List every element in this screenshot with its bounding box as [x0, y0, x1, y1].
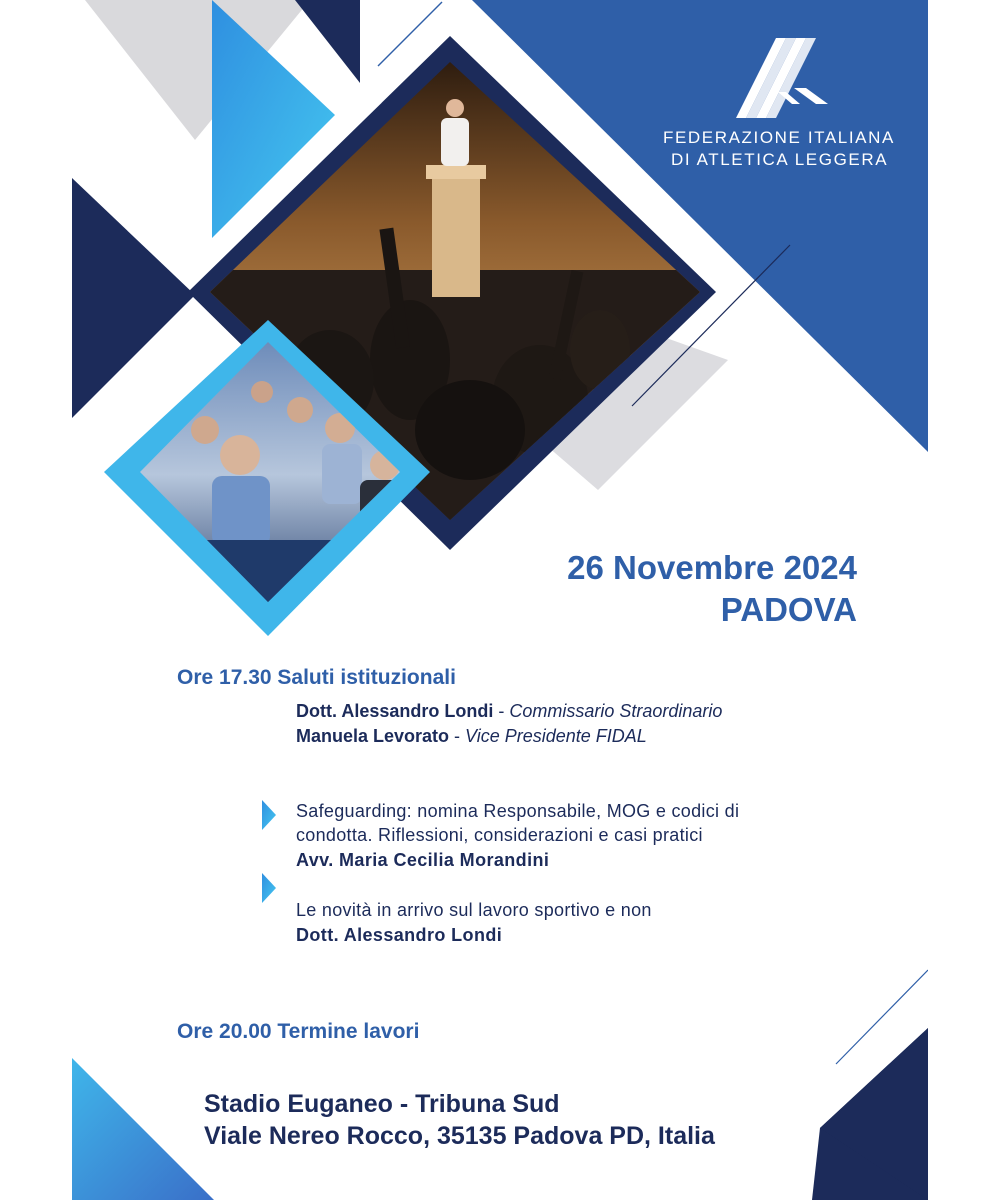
- federation-name-line1: FEDERAZIONE ITALIANA: [663, 128, 895, 147]
- venue-address: Viale Nereo Rocco, 35135 Padova PD, Italia: [204, 1122, 715, 1150]
- speaker-separator: -: [449, 726, 466, 746]
- opening-speaker-2: [296, 726, 647, 747]
- event-date: 26 Novembre 2024: [567, 549, 857, 586]
- federation-name-line2: DI ATLETICA LEGGERA: [671, 150, 889, 169]
- navy-triangle-left: [72, 178, 195, 418]
- opening-speaker-1: [296, 701, 722, 722]
- topic-2-speaker: Dott. Alessandro Londi: [296, 925, 503, 945]
- opening-heading: Ore 17.30 Saluti istituzionali: [177, 666, 456, 689]
- event-city: PADOVA: [720, 591, 857, 628]
- navy-triangle-top: [295, 0, 360, 83]
- venue-name: Stadio Euganeo - Tribuna Sud: [204, 1090, 560, 1118]
- topic-1-line-2: condotta. Riflessioni, considerazioni e casi pratici: [296, 825, 703, 845]
- topic-1-line-1: Safeguarding: nomina Responsabile, MOG e codici di: [296, 801, 740, 821]
- speaker-separator: -: [493, 701, 510, 721]
- speaker-name: Dott. Alessandro Londi: [296, 701, 494, 721]
- topic-2-line-1: Le novità in arrivo sul lavoro sportivo e non: [296, 900, 652, 920]
- blue-triangle-bottom-left: [72, 1058, 214, 1200]
- triangle-bullet-icon: [262, 873, 276, 903]
- speaker-role: Vice Presidente FIDAL: [465, 726, 647, 746]
- speaker-role: Commissario Straordinario: [509, 701, 723, 721]
- topic-1-speaker: Avv. Maria Cecilia Morandini: [296, 850, 550, 870]
- speaker-name: Manuela Levorato: [296, 726, 450, 746]
- closing-heading: Ore 20.00 Termine lavori: [177, 1020, 420, 1043]
- triangle-bullet-icon: [262, 800, 276, 830]
